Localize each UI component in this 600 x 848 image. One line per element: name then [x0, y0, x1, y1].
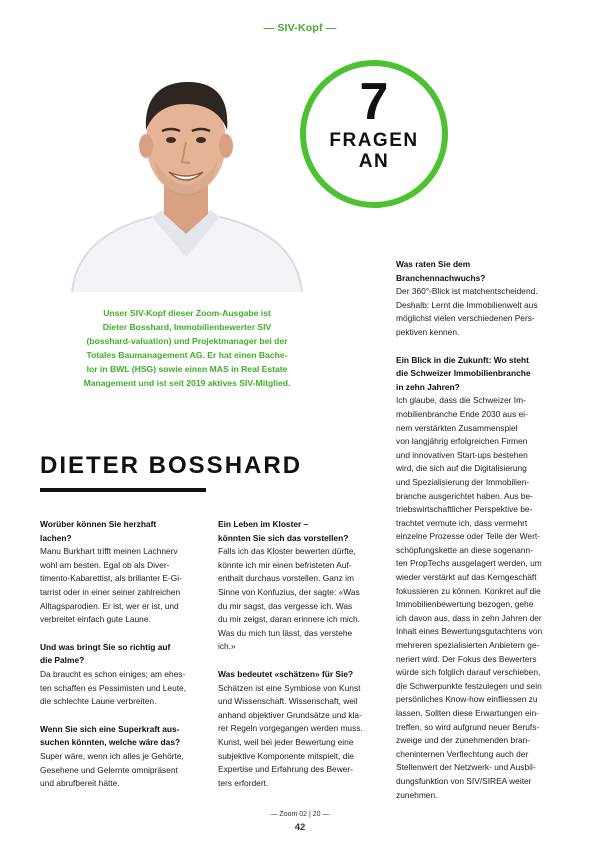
section-kicker: — SIV-Kopf —: [263, 22, 337, 34]
answer-line: die schlechte Laune verbreiten.: [40, 696, 157, 707]
answer-line: nem verstärkten Zusammenspiel: [396, 422, 518, 433]
heading-underline: [40, 488, 206, 492]
seven-questions-badge: [300, 60, 448, 208]
question-line: Und was bringt Sie so richtig auf: [40, 641, 171, 652]
answer-line: wohl am besten. Egal ob als Diver-: [40, 559, 170, 570]
answer-line: ters erfordert.: [218, 777, 269, 788]
badge-word-an: AN: [358, 151, 390, 172]
answer-line: ten PropTechs ausgelagert werden, um: [396, 558, 542, 569]
answer-line: und Wissenschaft. Wissenschaft, weil: [218, 696, 358, 707]
question-line: suchen könnten, welche wäre das?: [40, 737, 181, 748]
answer-line: Der 360°-Blick ist matchentscheidend.: [396, 286, 538, 297]
question-line: könnten Sie sich das vorstellen?: [218, 532, 349, 543]
interview-answer: [396, 285, 556, 339]
interview-answer: [40, 750, 196, 791]
intro-line: Unser SIV-Kopf dieser Zoom-Ausgabe ist: [103, 308, 271, 318]
answer-line: ich.»: [218, 641, 236, 652]
question-line: Branchennachwuchs?: [396, 272, 486, 283]
answer-line: Deshalb: Lernt die Immobilienwelt aus: [396, 299, 538, 310]
interview-column-1: [40, 518, 196, 791]
interview-question: [218, 518, 372, 545]
answer-line: triebswirtschaftlicher Perspektive be-: [396, 504, 533, 515]
answer-line: Sinne von Konfuzius, der sagte: «Was: [218, 586, 360, 597]
answer-line: tarrist oder in einer seiner zahlreichen: [40, 586, 181, 597]
question-line: die Palme?: [40, 655, 85, 666]
answer-line: einzelne Prozesse oder Teile der Wert-: [396, 531, 540, 542]
answer-line: und abrufbereit hätte.: [40, 778, 120, 789]
interview-question: [396, 258, 556, 285]
answer-line: du mir sagst, das vergesse ich. Was: [218, 600, 353, 611]
answer-line: Ich glaube, dass die Schweizer Im-: [396, 395, 526, 406]
paragraph-gap: [218, 654, 372, 668]
answer-line: und innovativen Start-ups bestehen: [396, 449, 528, 460]
paragraph-gap: [40, 709, 196, 723]
interview-question: [396, 354, 556, 395]
page-number: 42: [294, 822, 306, 833]
answer-line: timento-Kabarettist, als brillanter E-Gi-: [40, 573, 182, 584]
answer-line: und Spezialisierung der Immobilien-: [396, 476, 530, 487]
interview-column-3: [396, 258, 556, 802]
answer-line: würde sich folglich darauf verschieben,: [396, 667, 541, 678]
answer-line: rer Regeln vorgegangen werden muss.: [218, 723, 363, 734]
question-line: Ein Leben im Kloster –: [218, 519, 309, 529]
interview-question: [40, 518, 196, 545]
badge-number: 7: [359, 73, 389, 131]
answer-line: Immobilienbewertung bezogen, gehe: [396, 599, 534, 610]
answer-line: anhand objektiver Grundsätze und kla-: [218, 709, 362, 720]
answer-line: cheninternen Verflechtung auch der: [396, 748, 529, 759]
intro-line: Totales Baumanagement AG. Er hat einen Bache-: [86, 350, 288, 360]
footer-issue: — Zoom 02 | 20 —: [270, 811, 330, 818]
answer-line: mehreren spezialisierten Anbietern ge-: [396, 640, 540, 651]
intro-line: Dieter Bosshard, Immobilienbewerter SIV: [102, 322, 272, 332]
interview-answer: [218, 682, 372, 791]
question-line: lachen?: [40, 532, 72, 543]
answer-line: ten schaffen es Pessimisten und Leute,: [40, 682, 187, 693]
question-line: Worüber können Sie herzhaft: [40, 519, 157, 529]
paragraph-gap: [40, 627, 196, 641]
interview-column-2: [218, 518, 372, 790]
answer-line: Kunst, weil bei jeder Bewertung eine: [218, 736, 354, 747]
interview-answer: [396, 394, 556, 802]
answer-line: Alltagsparodien. Er ist, wer er ist, und: [40, 600, 179, 611]
answer-line: Gesehene und Gelernte omnipräsent: [40, 764, 178, 775]
question-line: in zehn Jahren?: [396, 381, 460, 392]
answer-line: schöpfungskette an diese sogenann-: [396, 544, 533, 555]
answer-line: pektiven kennen.: [396, 326, 460, 337]
answer-line: subjektive Komponente mitspielt, die: [218, 750, 354, 761]
answer-line: Manu Burkhart trifft meinen Lachnerv: [40, 546, 178, 557]
answer-line: Stellenwert der Netzwerk- und Ausbil-: [396, 762, 536, 773]
question-line: die Schweizer Immobilienbranche: [396, 368, 531, 379]
paragraph-gap: [396, 340, 556, 354]
badge-word-fragen: FRAGEN: [329, 130, 419, 151]
answer-line: Falls ich das Kloster bewerten dürfte,: [218, 546, 356, 557]
intro-line: lor in BWL (HSG) sowie einen MAS in Real Estate: [86, 364, 288, 374]
answer-line: Expertise und Erfahrung des Bewer-: [218, 764, 354, 775]
answer-line: lassen. Sollten diese Erwartungen ein-: [396, 708, 539, 718]
interview-question: [40, 641, 196, 668]
answer-line: wird, die sich auf die Digitalisierung: [396, 463, 527, 474]
answer-line: Da braucht es schon einiges; am ehes-: [40, 668, 186, 679]
portrait-photo: [52, 42, 320, 292]
answer-line: von langjährig erfolgreichen Firmen: [396, 436, 528, 447]
intro-line: Management und ist seit 2019 aktives SIV-Mitglied.: [83, 378, 291, 388]
intro-text: [52, 306, 322, 390]
answer-line: könnte ich mir einen befristeten Auf-: [218, 559, 352, 570]
answer-line: Schätzen ist eine Symbiose von Kunst: [218, 682, 361, 693]
interview-answer: [218, 545, 372, 654]
person-name-heading: DIETER BOSSHARD: [40, 452, 303, 479]
answer-line: möglichst vielen verschiedenen Pers-: [396, 313, 535, 324]
answer-line: mobilienbranche Ende 2030 aus ei-: [396, 408, 528, 419]
answer-line: neriert wird. Der Fokus des Bewerters: [396, 653, 537, 664]
question-line: Was bedeutet «schätzen» für Sie?: [218, 668, 354, 679]
answer-line: enthalt durchaus vorstellen. Ganz im: [218, 573, 354, 584]
answer-line: zweige und der zunehmenden bran-: [396, 735, 531, 746]
answer-line: verbreitet einfach gute Laune.: [40, 614, 151, 625]
interview-question: [40, 723, 196, 750]
answer-line: Was du mich tun lässt, das verstehe: [218, 627, 353, 638]
answer-line: zunehmen.: [396, 789, 438, 800]
answer-line: Inhalt eines Bewertungsgutachtens von: [396, 626, 543, 637]
answer-line: fokussieren zu können. Konkret auf die: [396, 585, 541, 596]
answer-line: treffen, so wird aufgrund neuer Berufs-: [396, 721, 540, 732]
answer-line: du mir zeigst, daran erinnere ich mich.: [218, 614, 360, 625]
question-line: Ein Blick in die Zukunft: Wo steht: [396, 354, 529, 365]
question-line: Wenn Sie sich eine Superkraft aus-: [40, 723, 180, 734]
answer-line: ich davon aus, dass in zehn Jahren der: [396, 612, 542, 623]
question-line: Was raten Sie dem: [396, 259, 471, 269]
answer-line: wieder verstärkt auf das Kerngeschäft: [396, 572, 537, 583]
answer-line: die Schwerpunkte festzulegen und sein: [396, 680, 542, 691]
answer-line: persönliches Know-how einfliessen zu: [396, 694, 538, 705]
answer-line: dungsfunktion von SIV/SIREA weiter: [396, 775, 532, 786]
answer-line: trachtet vermute ich, dass vermehrt: [396, 517, 528, 528]
interview-question: [218, 668, 372, 682]
answer-line: Super wäre, wenn ich alles je Gehörte,: [40, 750, 184, 761]
interview-answer: [40, 668, 196, 709]
answer-line: branche ausgerichtet haben. Aus be-: [396, 490, 533, 501]
intro-line: (bosshard-valuation) und Projektmanager bei der: [86, 336, 288, 346]
interview-answer: [40, 545, 196, 627]
